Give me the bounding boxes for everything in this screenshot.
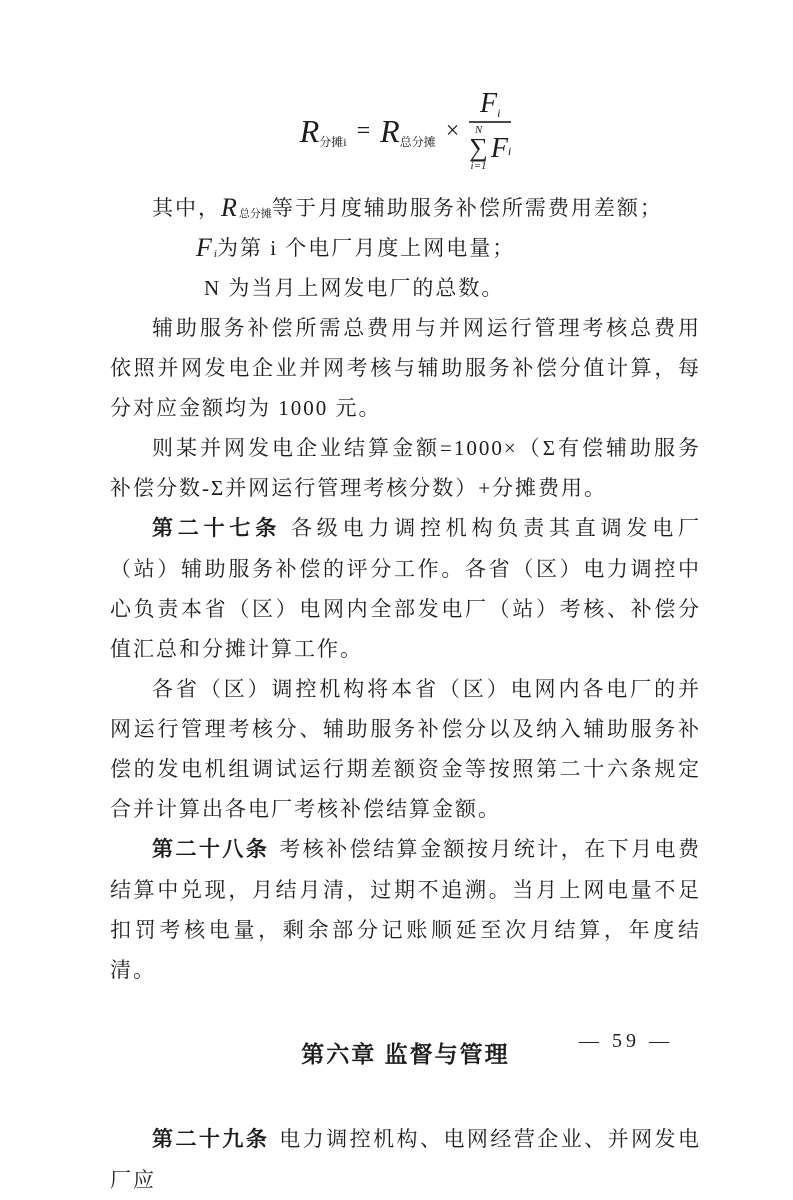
- paragraph-settlement-formula: 则某并网发电企业结算金额=1000×（Σ有偿辅助服务补偿分数-Σ并网运行管理考核分数）+分摊费用。: [110, 436, 701, 500]
- article-27-label: 第二十七条: [152, 517, 281, 540]
- paragraph-article-27: [110, 508, 701, 669]
- summation-lower-limit: i=1: [470, 159, 487, 172]
- article-29-label: 第二十九条: [152, 1128, 270, 1151]
- formula-rhs-subscript: 总分摊: [399, 135, 436, 149]
- definition-plant-count: [204, 268, 701, 308]
- summation-upper-limit: N: [474, 124, 483, 137]
- formula-lhs: [300, 115, 347, 147]
- page-number: — 59 —: [579, 1030, 673, 1052]
- paragraph-provincial-calculation: 各省（区）调控机构将本省（区）电网内各电厂的并网运行管理考核分、辅助服务补偿分以及纳入辅助服务补偿的发电机组调试运行期差额资金等按照第二十六条规定合并计算出各电厂考核补偿结算金额。: [110, 677, 701, 821]
- definition-plant-energy: [196, 228, 701, 268]
- definition-total-allocation: [152, 188, 701, 228]
- article-29-text: 电力调控机构、电网经营企业、并网发电厂应: [110, 1127, 702, 1192]
- definition-prefix: 其中，: [152, 196, 221, 220]
- formula-fraction: [469, 90, 511, 172]
- multiply-sign: ×: [445, 117, 460, 144]
- definition-var-f-subscript: i: [213, 248, 217, 260]
- definition-var-f: F: [196, 233, 214, 262]
- article-27-text: 各级电力调控机构负责其直调发电厂（站）辅助服务补偿的评分工作。各省（区）电力调控中心负责本省（区）电网内全部发电厂（站）考核、补偿分值汇总和分摊计算工作。: [110, 516, 701, 661]
- denominator-subscript: i: [507, 144, 512, 158]
- paragraph-fee-basis: 辅助服务补偿所需总费用与并网运行管理考核总费用依照并网发电企业并网考核与辅助服务补偿分值计算，每分对应金额均为 1000 元。: [110, 316, 701, 420]
- definition-var-r: R: [221, 193, 239, 222]
- article-28-text: 考核补偿结算金额按月统计，在下月电费结算中兑现，月结月清，过期不追溯。当月上网电量不足扣罚考核电量，剩余部分记账顺延至次月结算，年度结清。: [110, 837, 702, 982]
- definition-text: 等于月度辅助服务补偿所需费用差额；: [271, 196, 663, 220]
- fraction-denominator: [469, 123, 511, 172]
- numerator-var: F: [480, 88, 498, 120]
- numerator-subscript: i: [497, 106, 501, 121]
- allocation-formula: [110, 88, 701, 174]
- definition-text: 为第 i 个电厂月度上网电量；: [216, 236, 516, 260]
- equals-sign: =: [356, 117, 371, 144]
- definition-var-r-subscript: 总分摊: [238, 208, 272, 220]
- paragraph-article-28: [110, 829, 701, 990]
- article-28-label: 第二十八条: [152, 838, 270, 861]
- formula-rhs-var: R: [380, 113, 400, 149]
- denominator-var: F: [490, 132, 508, 164]
- sigma-glyph: ∑: [469, 133, 488, 163]
- paragraph-article-29: [110, 1119, 701, 1200]
- summation-symbol: [469, 125, 488, 172]
- formula-rhs-factor: [380, 115, 436, 147]
- fraction-numerator: [472, 90, 508, 121]
- chapter-6-heading: 第六章 监督与管理: [301, 1041, 510, 1067]
- definition-text: N 为当月上网发电厂的总数。: [204, 276, 505, 300]
- symbol-definitions: [110, 188, 701, 308]
- formula-lhs-var: R: [299, 113, 320, 149]
- formula-lhs-subscript: 分摊i: [319, 135, 347, 149]
